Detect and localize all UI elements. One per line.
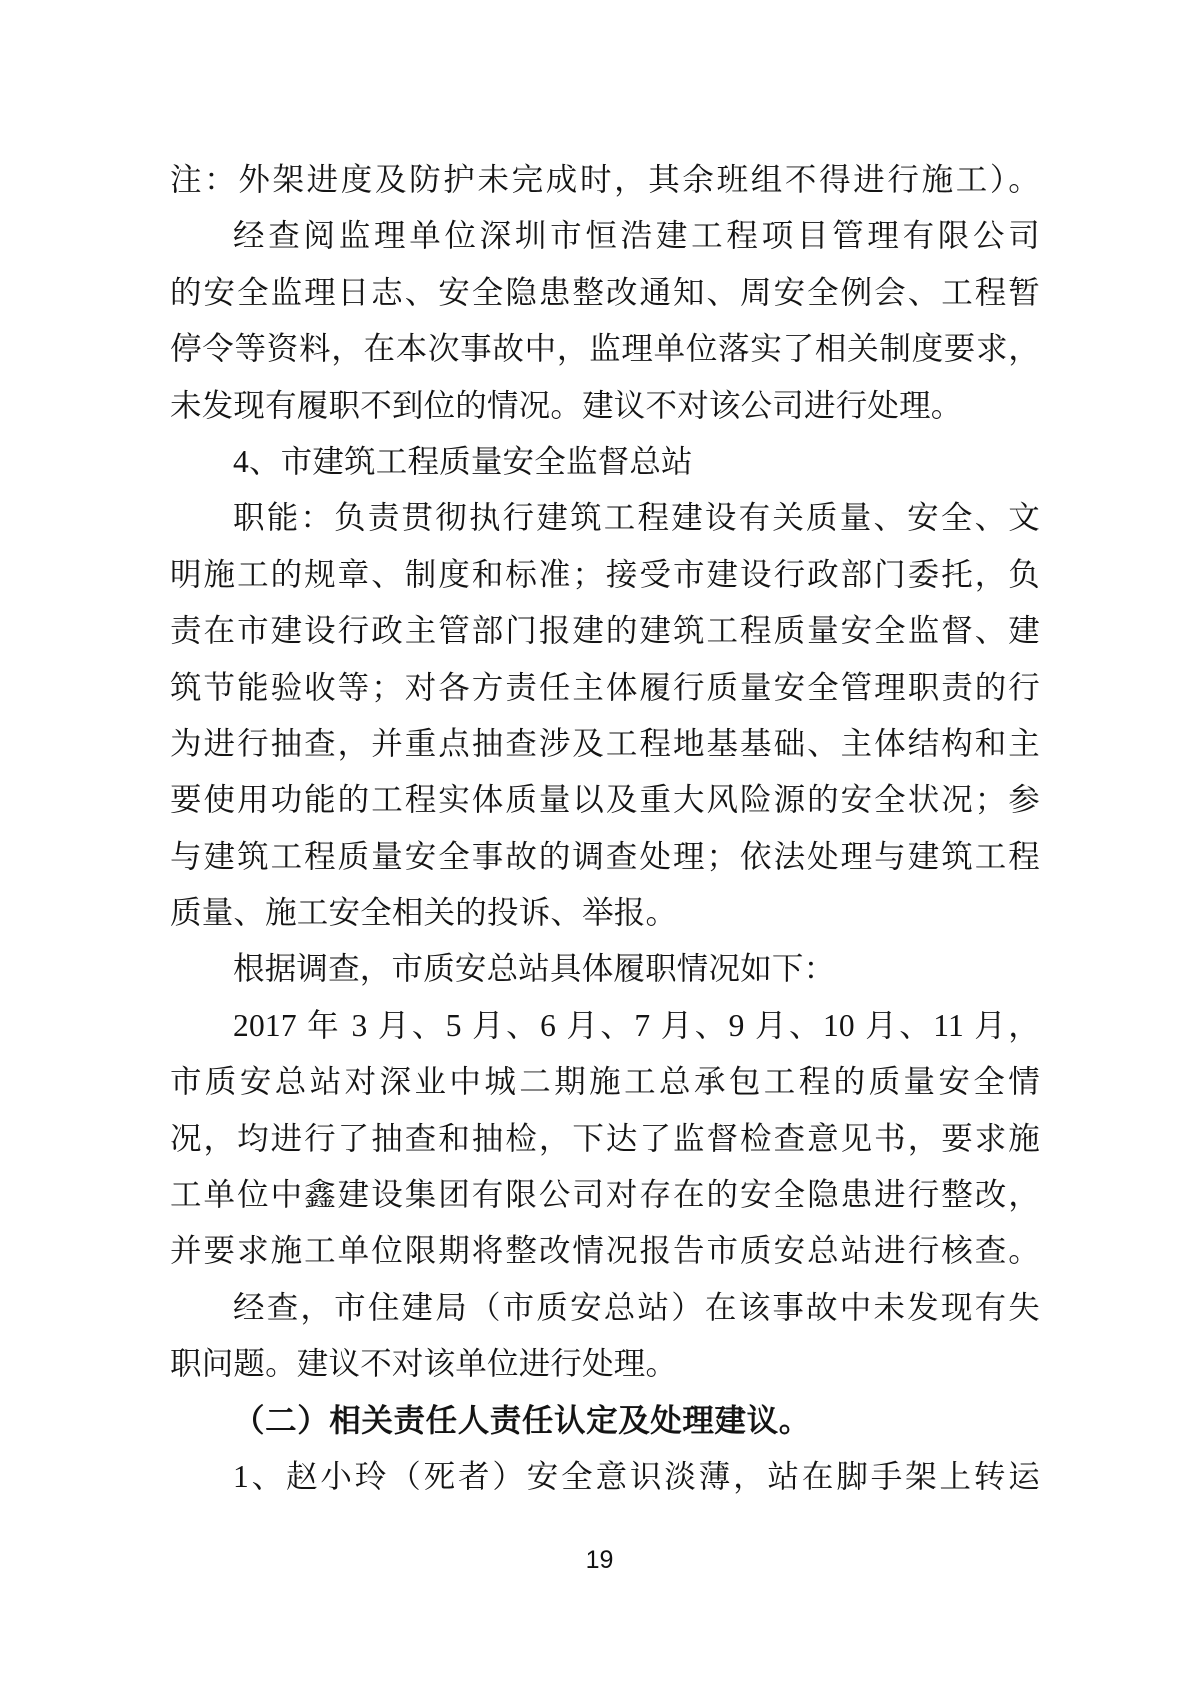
text-line-19: 工单位中鑫建设集团有限公司对存在的安全隐患进行整改，	[170, 1177, 1040, 1213]
document-text-block	[170, 152, 1040, 1505]
text-line-2: 经查阅监理单位深圳市恒浩建工程项目管理有限公司	[233, 218, 1040, 254]
text-line-16: 2017 年 3 月、5 月、6 月、7 月、9 月、10 月、11 月，	[233, 1007, 1040, 1043]
text-line-13: 与建筑工程质量安全事故的调查处理；依法处理与建筑工程	[170, 838, 1040, 874]
text-line-14: 质量、施工安全相关的投诉、举报。	[170, 895, 678, 931]
text-line-20: 并要求施工单位限期将整改情况报告市质安总站进行核查。	[170, 1233, 1040, 1269]
text-line-24: 1、赵小玲（死者）安全意识淡薄，站在脚手架上转运	[233, 1458, 1040, 1494]
text-line-11: 为进行抽查，并重点抽查涉及工程地基基础、主体结构和主	[170, 725, 1040, 761]
text-line-3: 的安全监理日志、安全隐患整改通知、周安全例会、工程暂	[170, 274, 1040, 310]
text-line-4: 停令等资料，在本次事故中，监理单位落实了相关制度要求，	[170, 331, 1040, 367]
text-line-1: 注：外架进度及防护未完成时，其余班组不得进行施工）。	[170, 162, 1040, 197]
text-line-21: 经查，市住建局（市质安总站）在该事故中未发现有失	[233, 1289, 1040, 1325]
text-line-15: 根据调查，市质安总站具体履职情况如下：	[233, 951, 836, 987]
text-line-10: 筑节能验收等；对各方责任主体履行质量安全管理职责的行	[170, 669, 1040, 705]
text-line-5: 未发现有履职不到位的情况。建议不对该公司进行处理。	[170, 387, 963, 423]
text-line-7: 职能：负责贯彻执行建筑工程建设有关质量、安全、文	[233, 500, 1040, 536]
text-line-23: （二）相关责任人责任认定及处理建议。	[233, 1402, 811, 1438]
text-line-9: 责在市建设行政主管部门报建的建筑工程质量安全监督、建	[170, 613, 1040, 649]
text-line-17: 市质安总站对深业中城二期施工总承包工程的质量安全情	[170, 1064, 1040, 1100]
text-line-12: 要使用功能的工程实体质量以及重大风险源的安全状况；参	[170, 782, 1040, 818]
text-line-22: 职问题。建议不对该单位进行处理。	[170, 1346, 678, 1382]
text-line-6: 4、市建筑工程质量安全监督总站	[233, 443, 693, 479]
text-line-18: 况，均进行了抽查和抽检，下达了监督检查意见书，要求施	[170, 1120, 1040, 1156]
page-number: 19	[585, 1546, 614, 1574]
text-line-8: 明施工的规章、制度和标准；接受市建设行政部门委托，负	[170, 556, 1040, 592]
